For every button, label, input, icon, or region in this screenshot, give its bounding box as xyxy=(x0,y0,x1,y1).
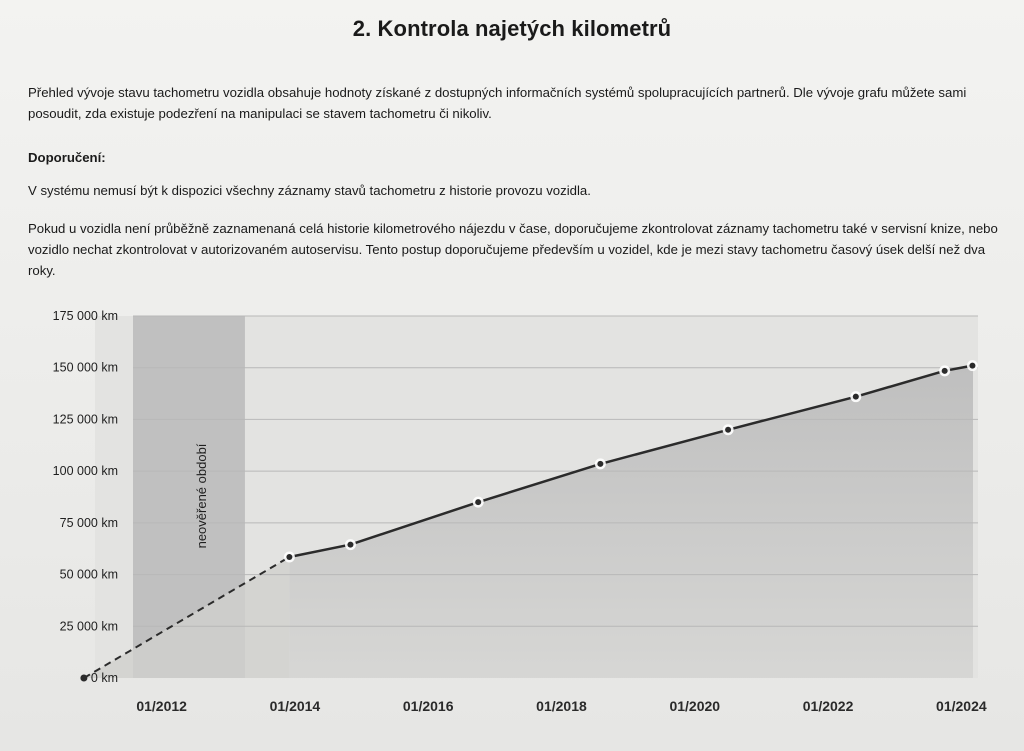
x-tick-label-4: 01/2020 xyxy=(669,698,721,714)
odometer-chart xyxy=(0,296,1024,751)
data-point-1 xyxy=(286,554,292,560)
y-tick-label-0: 0 km xyxy=(90,671,118,685)
data-point-5 xyxy=(725,427,731,433)
recommendation-paragraph-1: V systému nemusí být k dispozici všechny záznamy stavů tachometru z historie provozu vozidla. xyxy=(28,183,591,198)
x-tick-label-5: 01/2022 xyxy=(802,698,854,714)
data-point-4 xyxy=(597,461,603,467)
unverified-period-label: neověřené období xyxy=(194,443,209,549)
y-tick-label-1: 25 000 km xyxy=(59,619,118,634)
x-tick-label-1: 01/2014 xyxy=(269,698,321,714)
y-tick-label-2: 50 000 km xyxy=(59,567,118,582)
y-tick-label-3: 75 000 km xyxy=(59,515,118,530)
data-point-0 xyxy=(80,675,87,682)
data-point-2 xyxy=(347,542,353,548)
data-point-3 xyxy=(475,499,481,505)
y-tick-label-7: 175 000 km xyxy=(52,309,118,323)
odometer-chart-svg xyxy=(0,296,1024,751)
x-tick-label-6: 01/2024 xyxy=(936,698,987,714)
data-point-8 xyxy=(969,363,975,369)
x-tick-label-3: 01/2018 xyxy=(536,698,587,714)
intro-paragraph: Přehled vývoje stavu tachometru vozidla obsahuje hodnoty získané z dostupných informačních systémů spolupracujících partnerů. Dle vývoje grafu můžete sami posoudit, zda existuje podezření na manipulaci se stavem tachometru či nikoliv. xyxy=(28,85,967,121)
page-title: 2. Kontrola najetých kilometrů xyxy=(352,16,672,41)
x-tick-label-0: 01/2012 xyxy=(136,698,187,714)
data-point-7 xyxy=(942,368,948,374)
y-tick-label-6: 150 000 km xyxy=(52,360,118,375)
y-tick-label-5: 125 000 km xyxy=(52,412,118,427)
x-tick-label-2: 01/2016 xyxy=(402,698,454,714)
recommendation-heading: Doporučení: xyxy=(28,150,106,165)
data-point-6 xyxy=(853,394,859,400)
recommendation-paragraph-2: Pokud u vozidla není průběžně zaznamenaná celá historie kilometrového nájezdu v čase, doporučujeme zkontrolovat záznamy tachometru také v servisní knize, nebo vozidlo nechat zkontrolovat v autorizovaném autoservisu. Tento postup doporučujeme především u vozidel, kde je mezi stavy tachometru časový úsek delší než dva roky. xyxy=(28,221,998,278)
y-tick-label-4: 100 000 km xyxy=(52,464,118,479)
